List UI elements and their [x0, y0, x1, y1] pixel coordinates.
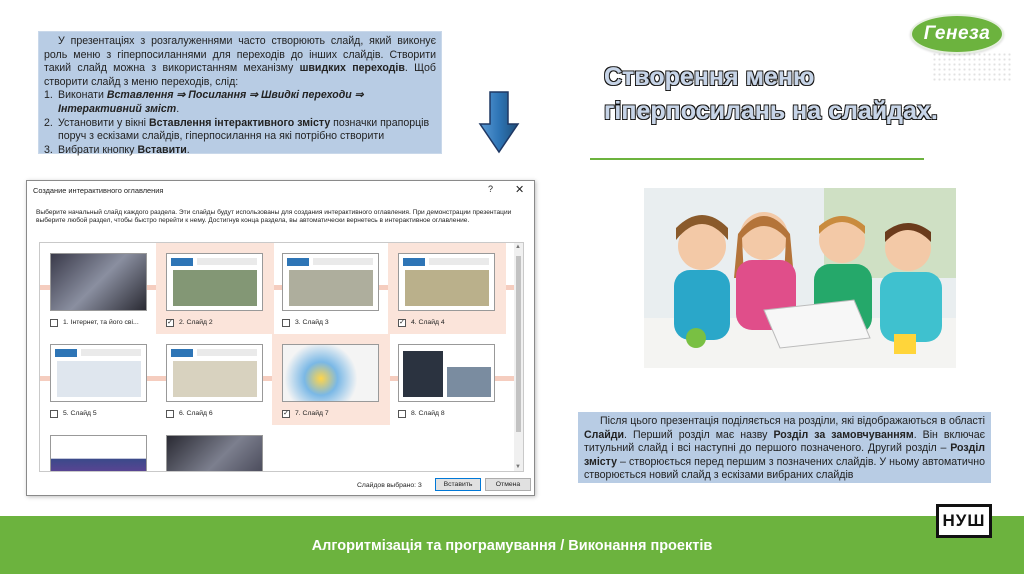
slide-thumbnail	[50, 344, 147, 402]
slide-thumbnail	[398, 253, 495, 311]
instruction-intro: У презентаціях з розгалуженнями часто створюють слайд, який виконує роль меню з гіперпосиланнями для переходів до інших слайдів. Створити такий слайд можна з використанням механізму швидких переходів. Щоб створити слайд з меню переходів, слід:	[44, 35, 436, 88]
toc-dialog	[26, 180, 535, 496]
instruction-steps	[44, 89, 436, 157]
slide-item-5[interactable]	[40, 334, 158, 425]
slide-item-1[interactable]	[40, 243, 158, 334]
scroll-down-icon[interactable]: ▼	[515, 464, 521, 470]
slide-checkbox[interactable]: ✓	[167, 319, 173, 326]
slide-thumbnail	[282, 253, 379, 311]
slide-label: 2. Слайд 2	[179, 319, 213, 326]
slide-checkbox[interactable]	[50, 410, 58, 418]
footer-title: Алгоритмізація та програмування / Виконання проектів	[311, 538, 713, 554]
cancel-button[interactable]: Отмена	[485, 478, 531, 491]
slide-label: 1. Інтернет, та його сві...	[63, 319, 139, 326]
slide-checkbox[interactable]	[282, 319, 290, 327]
arrow-down-icon	[478, 90, 520, 154]
dialog-title: Создание интерактивного оглавления	[33, 186, 164, 195]
slide-thumbnail	[50, 435, 147, 472]
slide-checkbox[interactable]	[166, 410, 174, 418]
page-title: Створення меню гіперпосилань на слайдах.	[604, 63, 938, 125]
instruction-box	[39, 32, 441, 156]
instruction-step: 3. Вибрати кнопку Вставити.	[44, 143, 190, 156]
dialog-description: Выберите начальный слайд каждого раздела. Эти слайды будут использованы для создания интерактивного оглавления. При демонстрации презентации выберите любой раздел, чтобы быстро перейти к нему. Достигнув конца раздела, вы автоматически вернетесь в интерактивное оглавление.	[36, 209, 512, 225]
slide-thumbnails	[39, 242, 515, 472]
selected-count: Слайдов выбрано: 3	[357, 482, 422, 489]
slide-checkbox[interactable]: ✓	[399, 319, 405, 326]
slide-item-8[interactable]	[388, 334, 506, 425]
slide-item-7[interactable]	[272, 334, 390, 425]
slide-label: 3. Слайд 3	[295, 319, 329, 326]
scroll-up-icon[interactable]: ▲	[515, 244, 521, 250]
slide-item-9[interactable]	[40, 425, 158, 472]
slide-item-10[interactable]	[156, 425, 274, 472]
slide-thumbnail	[166, 435, 263, 472]
thumbnail-scrollbar[interactable]	[514, 242, 524, 472]
info-box	[578, 412, 991, 483]
slide-label: 5. Слайд 5	[63, 410, 97, 417]
instruction-step: 2. Установити у вікні Вставлення інтерактивного змісту позначки прапорців поруч з ескізами слайдів, гіперпосилання на які потрібно створити	[44, 116, 430, 143]
nush-badge: НУШ	[936, 504, 992, 538]
children-photo	[644, 188, 956, 368]
slide-thumbnail	[166, 344, 263, 402]
title-underline	[590, 158, 924, 160]
geneza-logo: Генеза	[910, 14, 1004, 54]
scrollbar-thumb[interactable]	[516, 256, 521, 432]
slide-checkbox[interactable]	[50, 319, 58, 327]
slide-item-3[interactable]	[272, 243, 390, 334]
insert-button[interactable]: Вставить	[435, 478, 481, 491]
slide-label: 7. Слайд 7	[295, 410, 329, 417]
slide-item-2[interactable]	[156, 243, 274, 334]
instruction-step: 1. Виконати Вставлення ⇒ Посилання ⇒ Швидкі переходи ⇒ Інтерактивний зміст.	[44, 89, 364, 115]
slide-item-4[interactable]	[388, 243, 506, 334]
slide-thumbnail	[50, 253, 147, 311]
info-text: Після цього презентація поділяється на розділи, які відображаються в області Слайди. Перший розділ має назву Розділ за замовчуванням. Він включає титульний слайд і всі наступні до першого позначеного. Другий розділ – Розділ змісту – створюється перед першим з позначених слайдів. У ньому автоматично створюється новий слайд з ескізами вибраних слайдів	[584, 415, 985, 482]
slide-label: 6. Слайд 6	[179, 410, 213, 417]
slide-label: 8. Слайд 8	[411, 410, 445, 417]
slide-thumbnail	[398, 344, 495, 402]
slide-item-6[interactable]	[156, 334, 274, 425]
slide-checkbox[interactable]	[398, 410, 406, 418]
slide-label: 4. Слайд 4	[411, 319, 445, 326]
slide-checkbox[interactable]: ✓	[283, 410, 289, 417]
slide-thumbnail	[282, 344, 379, 402]
close-icon[interactable]: ✕	[515, 184, 525, 196]
slide-thumbnail	[166, 253, 263, 311]
help-icon[interactable]: ?	[488, 184, 494, 194]
